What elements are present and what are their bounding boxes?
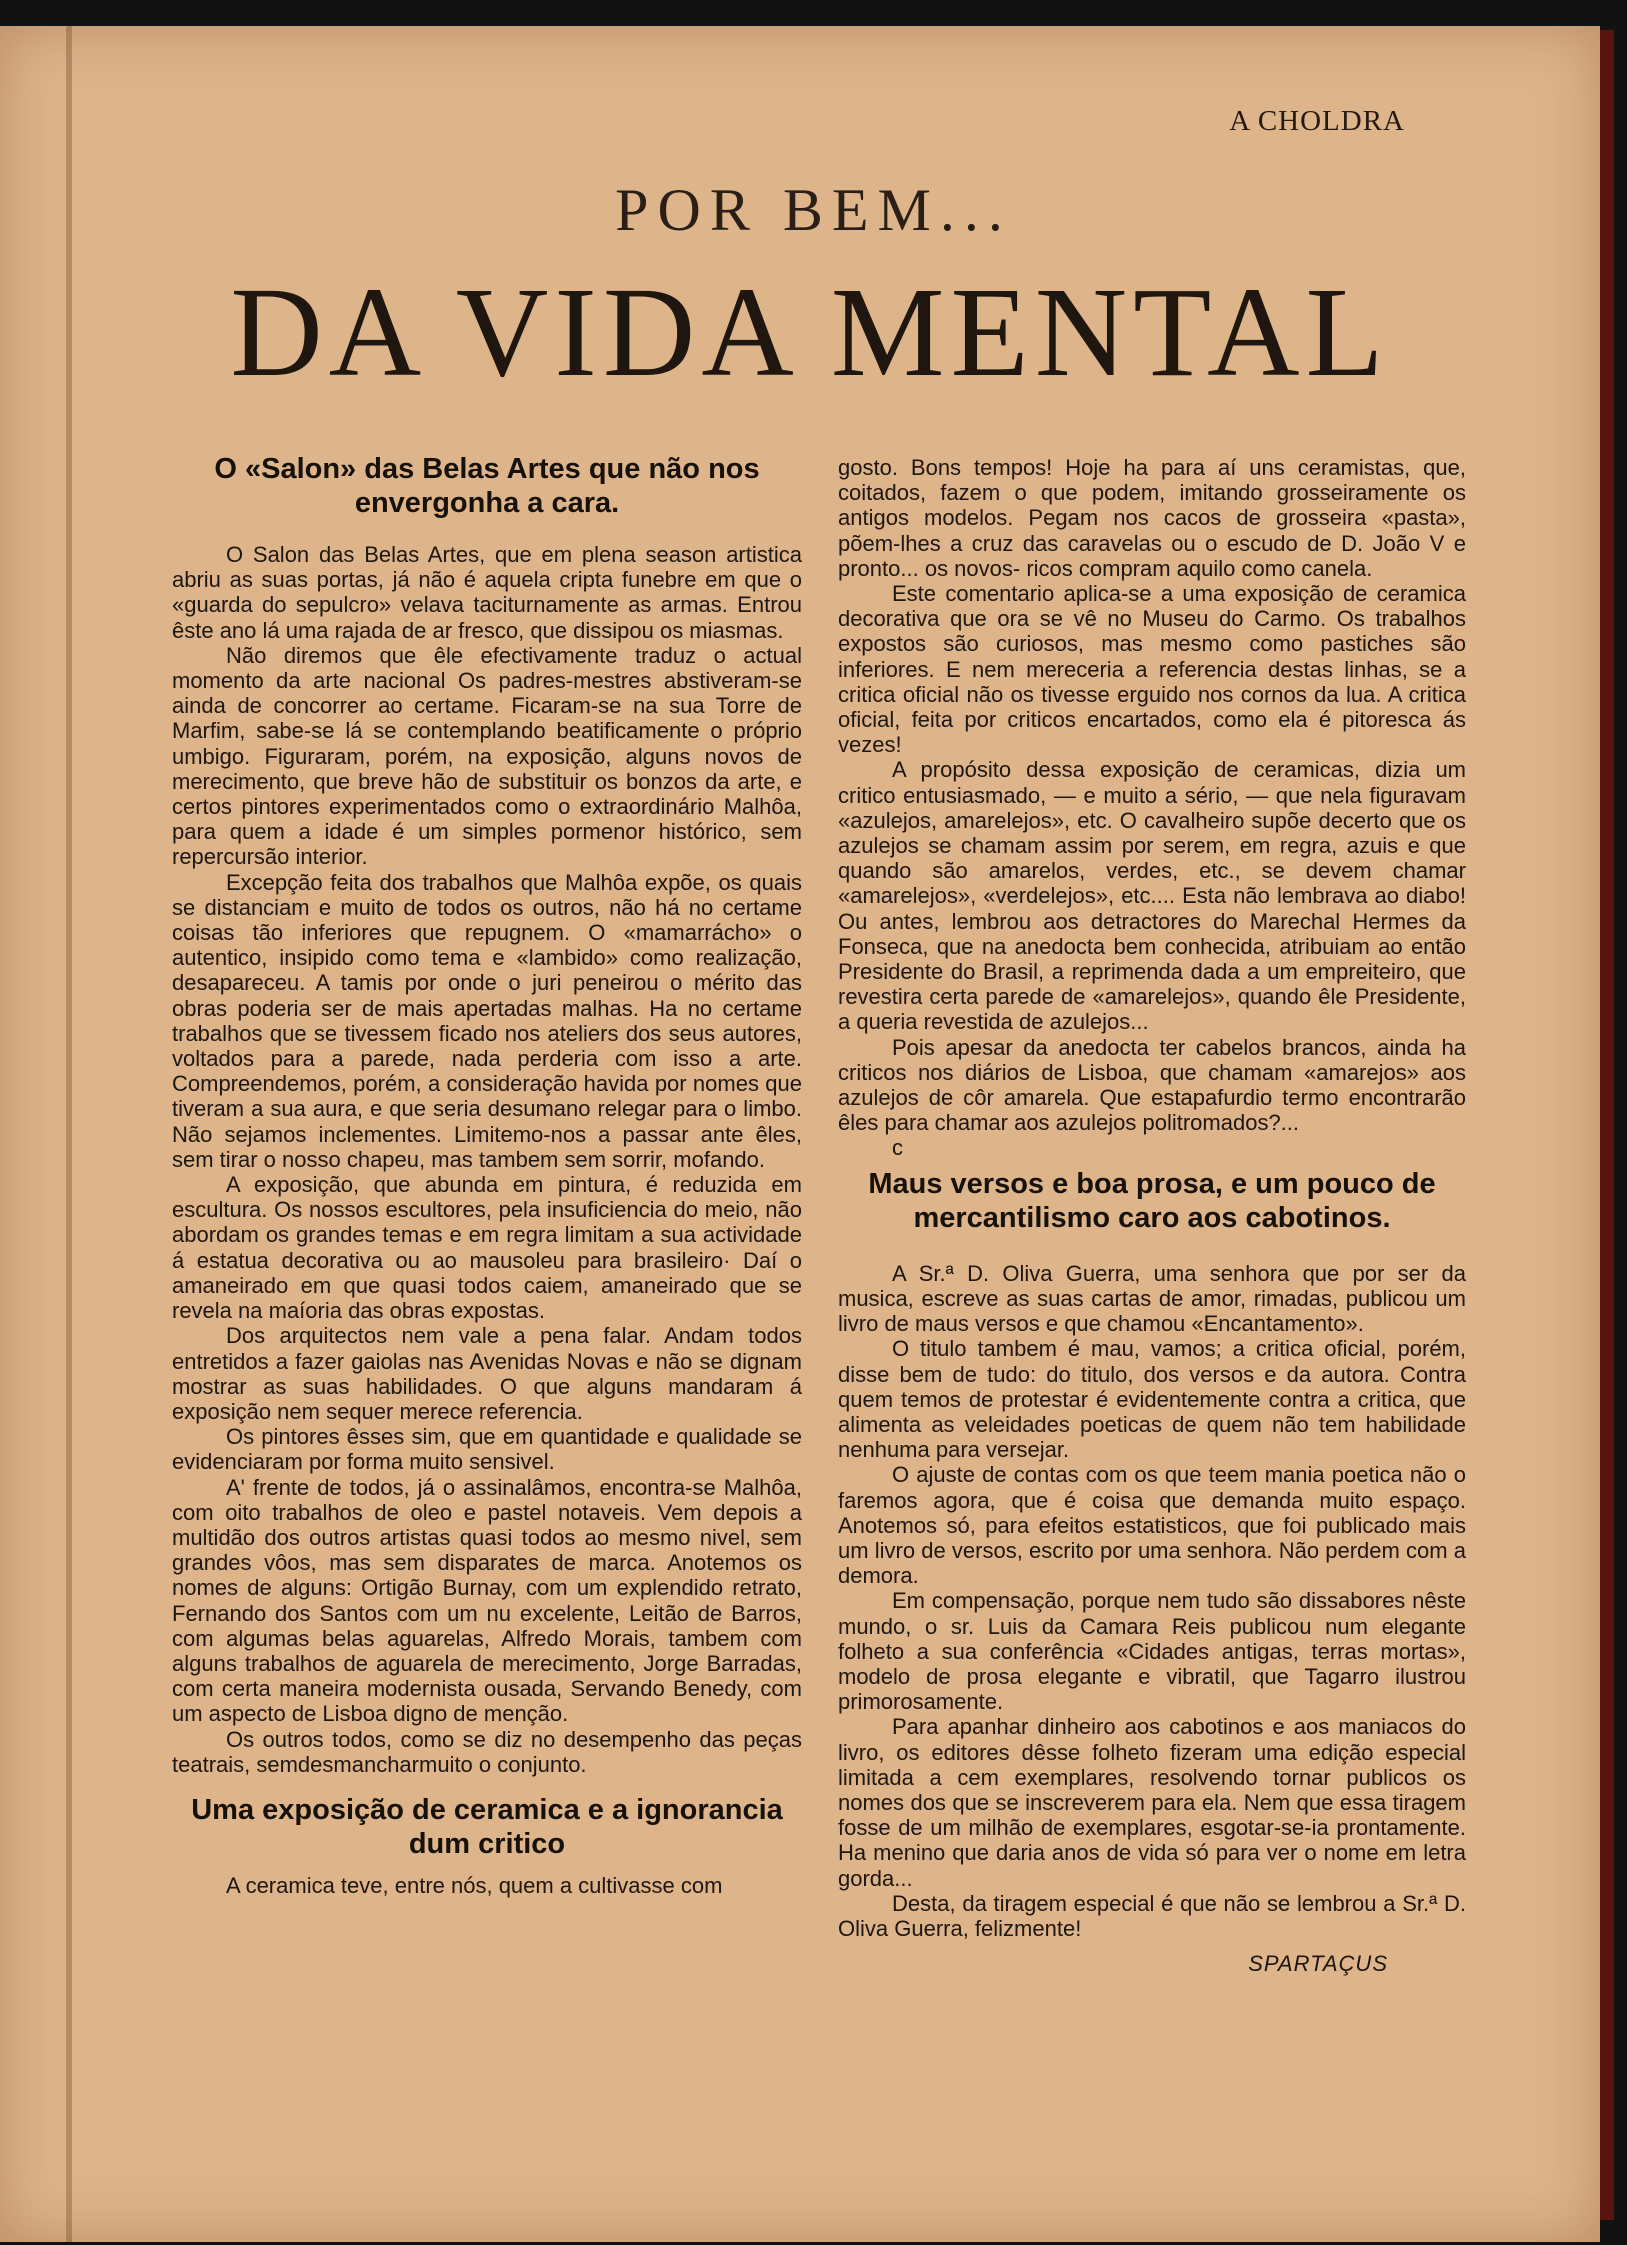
paragraph: Os outros todos, como se diz no desempenho das peças teatrais, semdesmancharmuito o conjunto. [172, 1726, 802, 1777]
paragraph: A Sr.ª D. Oliva Guerra, uma senhora que por ser da musica, escreve as suas cartas de amor, rimadas, publicou um livro de maus versos e que chamou «Encantamento». [838, 1260, 1466, 1337]
running-head: A CHOLDRA [1229, 105, 1405, 137]
page-headline: DA VIDA MENTAL [230, 261, 1390, 403]
kicker-title: POR BEM... [615, 177, 1012, 243]
paragraph: Dos arquitectos nem vale a pena falar. Andam todos entretidos a fazer gaiolas nas Avenidas Novas e não se dignam mostrar as suas habilidades. O que alguns mandaram á exposição nem sequer merece referencia. [172, 1323, 802, 1424]
paragraph: Não diremos que êle efectivamente traduz o actual momento da arte nacional Os padres-mestres abstiveram-se ainda de concorrer ao certame. Ficaram-se na sua Torre de Marfim, sabe-se lá se contemplando beatificamente o próprio umbigo. Figuraram, porém, na exposição, alguns novos de merecimento, que breve hão de substituir os bonzos da arte, e certos pintores experimentados como o extraordinário Malhôa, para quem a idade é um simples pormenor histórico, sem repercursão interior. [172, 642, 802, 870]
right-column [838, 455, 1466, 1976]
paragraph: Desta, da tiragem especial é que não se lembrou a Sr.ª D. Oliva Guerra, felizmente! [838, 1890, 1466, 1941]
paragraph: Pois apesar da anedocta ter cabelos brancos, ainda ha criticos nos diários de Lisboa, que chamam «amarejos» aos azulejos de côr amarela. Que estapafurdio termo encontrarão êles para chamar aos azulejos politromados?... [838, 1034, 1466, 1136]
paragraph: Em compensação, porque nem tudo são dissabores nêste mundo, o sr. Luis da Camara Reis publicou num elegante folheto a sua conferência «Cidades antigas, terras mortas», modelo de prosa elegante e vibratil, que Tagarro ilustrou primorosamente. [838, 1588, 1466, 1715]
paragraph: Excepção feita dos trabalhos que Malhôa expõe, os quais se distanciam e muito de todos os outros, não há no certame coisas tão inferiores que repugnem. O «mamarrácho» o autentico, insipido como tema e «lambido» como realização, desapareceu. A tamis por onde o juri peneirou o mérito das obras poderia ser de mais apertadas malhas. Ha no certame trabalhos que se tivessem ficado nos ateliers dos seus autores, voltados para a parede, nada perderia com isso a arte. Compreendemos, porém, a consideração havida por nomes que tiveram a sua aura, e que seria desumano relegar para o limbo. Não sejamos inclementes. Limitemo-nos a passar ante êles, sem tirar o nosso chapeu, mas tambem sem sorrir, mofando. [172, 869, 802, 1172]
paragraph: O ajuste de contas com os que teem mania poetica não o faremos agora, que é coisa que demanda muito espaço. Anotemos só, para efeitos estatisticos, que foi publicado mais um livro de versos, escrito por uma senhora. Não perdem com a demora. [838, 1462, 1466, 1589]
paragraph: O Salon das Belas Artes, que em plena season artistica abriu as suas portas, já não é aquela cripta funebre em que o «guarda do sepulcro» velava taciturnamente as armas. Entrou êste ano lá uma rajada de ar fresco, que dissipou os miasmas. [172, 542, 802, 643]
paragraph: O titulo tambem é mau, vamos; a critica oficial, porém, disse bem de tudo: do titulo, dos versos e da autora. Contra quem temos de protestar é evidentemente contra a critica, que alimenta as veleidades poeticas de quem não tem habilidade nenhuma para versejar. [838, 1336, 1466, 1463]
section-title-ceramica: Uma exposição de ceramica e a ignorancia dum critico [191, 1793, 783, 1860]
binding-edge [1600, 30, 1614, 2220]
author-signature: SPARTAÇUS [1248, 1951, 1388, 1977]
paragraph: Os pintores êsses sim, que em quantidade e qualidade se evidenciaram por forma muito sensivel. [172, 1424, 802, 1475]
section-title-versos: Maus versos e boa prosa, e um pouco de mercantilismo caro aos cabotinos. [868, 1167, 1436, 1234]
paragraph: A' frente de todos, já o assinalâmos, encontra-se Malhôa, com oito trabalhos de oleo e pastel notaveis. Vem depois a multidão dos outros artistas quasi todos ao mesmo nivel, sem grandes vôos, mas sem disparates de marca. Anotemos os nomes de alguns: Ortigão Burnay, com um explendido retrato, Fernando dos Santos com um nu excelente, Leitão de Barros, com algumas belas aguarelas, Alfredo Morais, tambem com alguns trabalhos de aguarela de merecimento, Jorge Barradas, com certa maneira modernista ousada, Servando Benedy, com um aspecto de Lisboa digno de menção. [172, 1474, 802, 1727]
section-title-salon: O «Salon» das Belas Artes que não nos envergonha a cara. [214, 453, 760, 519]
paragraph: Este comentario aplica-se a uma exposição de ceramica decorativa que ora se vê no Museu do Carmo. Os trabalhos expostos são curiosos, mas mesmo como pastiches são inferiores. E nem mereceria a referencia destas linhas, se a critica oficial não os tivesse erguido nos cornos da lua. A critica oficial, feita por criticos encartados, como ela é pitoresca ás vezes! [838, 581, 1466, 758]
stray-mark: c [892, 1135, 903, 1161]
paragraph: Para apanhar dinheiro aos cabotinos e aos maniacos do livro, os editores dêsse folheto fizeram uma edição especial limitada a cem exemplares, resolvendo tornar publicos os nomes dos que se inscreverem para ela. Nem que essa tiragem fosse de um milhão de exemplares, esgotar-se-ia prontamente. Ha menino que daria anos de vida só para ver o nome em letra gorda... [838, 1714, 1466, 1891]
paragraph: A propósito dessa exposição de ceramicas, dizia um critico entusiasmado, — e muito a sério, — que nela figuravam «azulejos, amarelejos», etc. O cavalheiro supõe decerto que os azulejos se chamam assim por serem, em regra, azuis e que quando são amarelos, verdes, etc., se devem chamar «amarelejos», «verdelejos», etc.... Esta não lembrava ao diabo! Ou antes, lembrou aos detractores do Marechal Hermes da Fonseca, que na anedocta bem conhecida, atribuiam ao então Presidente do Brasil, a reprimenda dada a um empreiteiro, que revestira certa parede de «amarelejos», quando êle Presidente, a queria revestida de azulejos... [838, 757, 1466, 1035]
paragraph: A exposição, que abunda em pintura, é reduzida em escultura. Os nossos escultores, pela insuficiencia do meio, não abordam os grandes temas e em regra limitam a sua actividade á estatua decorativa ou ao mausoleu para brasileiro· Daí o amaneirado em que quasi todos caiem, amaneirado que se revela na maíoria das obras expostas. [172, 1172, 802, 1324]
paragraph: A ceramica teve, entre nós, quem a cultivasse com [226, 1872, 723, 1898]
left-column [172, 452, 802, 1898]
page-fold [66, 26, 72, 2242]
paragraph: gosto. Bons tempos! Hoje ha para aí uns ceramistas, que, coitados, fazem o que podem, imitando grosseiramente os antigos modelos. Pegam nos cacos de grosseira «pasta», põem-lhes a cruz das caravelas ou o escudo de D. João V e pronto... os novos- ricos compram aquilo como canela. [838, 455, 1466, 581]
